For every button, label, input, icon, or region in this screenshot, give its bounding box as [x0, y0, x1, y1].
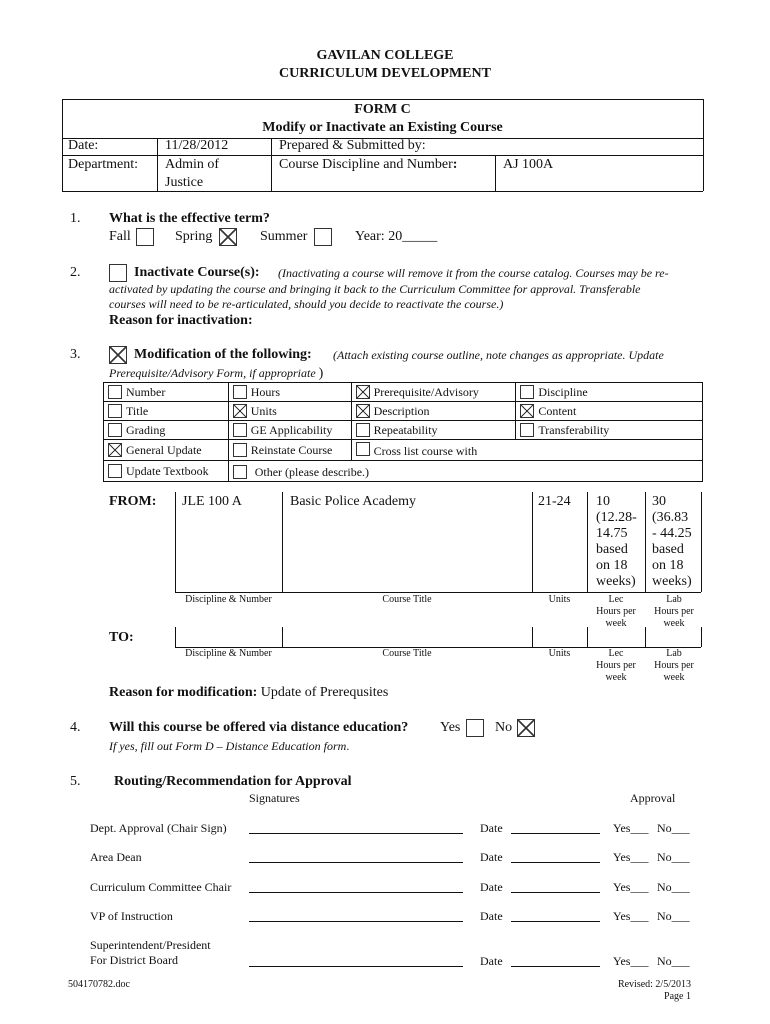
form-subtitle: Modify or Inactivate an Existing Course	[262, 120, 503, 135]
from-caption-lec: Lec Hours per week	[596, 594, 636, 629]
form-name: FORM C	[354, 102, 411, 117]
general-update-checkbox[interactable]	[108, 443, 122, 457]
department-label: Department:	[68, 157, 138, 172]
from-label: FROM:	[109, 494, 157, 509]
inactivate-checkbox[interactable]	[109, 264, 127, 282]
date-label-president: Date	[480, 954, 503, 968]
department-value-2[interactable]: Justice	[165, 175, 204, 190]
from-discipline[interactable]: JLE 100 A	[182, 494, 242, 509]
no-option-president[interactable]: No___	[657, 954, 690, 968]
other-checkbox[interactable]	[233, 465, 247, 479]
discipline-checkbox[interactable]	[520, 385, 534, 399]
modification-checkbox[interactable]	[109, 346, 127, 364]
transferability-option-label: Transferability	[538, 423, 610, 437]
approval-heading: Approval	[630, 791, 676, 805]
date-line-dean[interactable]	[511, 862, 600, 863]
fall-checkbox[interactable]	[136, 228, 154, 246]
q4-number: 4.	[70, 720, 81, 735]
date-label-committee: Date	[480, 880, 503, 894]
yes-option-vp[interactable]: Yes___	[613, 909, 649, 923]
inactivate-note-2: activated by updating the course and bringing it back to the Curriculum Committee for approval. Transferable	[109, 282, 641, 296]
course-value[interactable]: AJ 100A	[503, 157, 554, 172]
other-option-label: Other (please describe.)	[254, 465, 370, 479]
distance-no-checkbox[interactable]	[517, 719, 535, 737]
date-line-dept[interactable]	[511, 833, 600, 834]
signature-line-president[interactable]	[249, 966, 463, 967]
discipline-option-label: Discipline	[538, 385, 588, 399]
footer-revised: Revised: 2/5/2013	[617, 979, 691, 990]
date-label: Date:	[68, 138, 99, 153]
from-caption-lab: Lab Hours per week	[654, 594, 694, 629]
reinstate-option-label: Reinstate Course	[250, 443, 333, 457]
signature-line-vp[interactable]	[249, 921, 463, 922]
modification-reason: Reason for modification: Update of Prerequsites	[109, 685, 389, 700]
description-checkbox[interactable]	[356, 404, 370, 418]
routing-label-president: Superintendent/President For District Board	[90, 938, 211, 967]
hours-checkbox[interactable]	[233, 385, 247, 399]
to-caption-lec: Lec Hours per week	[596, 648, 636, 683]
yes-option-committee[interactable]: Yes___	[613, 880, 649, 894]
date-label-vp: Date	[480, 909, 503, 923]
to-caption-title: Course Title	[382, 648, 432, 659]
ge-applicability-checkbox[interactable]	[233, 423, 247, 437]
modification-title: Modification of the following:	[134, 347, 312, 362]
number-checkbox[interactable]	[108, 385, 122, 399]
no-option-committee[interactable]: No___	[657, 880, 690, 894]
routing-title: Routing/Recommendation for Approval	[114, 774, 352, 789]
yes-option-dean[interactable]: Yes___	[613, 850, 649, 864]
q1-number: 1.	[70, 211, 81, 226]
cross-list-checkbox[interactable]	[356, 442, 370, 456]
from-title[interactable]: Basic Police Academy	[290, 494, 416, 509]
to-label: TO:	[109, 630, 134, 645]
yes-option-dept[interactable]: Yes___	[613, 821, 649, 835]
signature-line-dean[interactable]	[249, 862, 463, 863]
signatures-heading: Signatures	[249, 791, 300, 805]
date-line-committee[interactable]	[511, 892, 600, 893]
hours-option-label: Hours	[250, 385, 281, 399]
signature-line-dept[interactable]	[249, 833, 463, 834]
department-value-1[interactable]: Admin of	[165, 157, 220, 172]
department-heading: CURRICULUM DEVELOPMENT	[279, 66, 491, 81]
reinstate-checkbox[interactable]	[233, 443, 247, 457]
repeatability-option-label: Repeatability	[373, 423, 438, 437]
year-field[interactable]: Year: 20_____	[355, 229, 438, 244]
number-option-label: Number	[126, 385, 166, 399]
inactivate-note-1: (Inactivating a course will remove it from the course catalog. Courses may be re-	[278, 266, 669, 280]
content-option-label: Content	[538, 404, 577, 418]
to-caption-lab: Lab Hours per week	[654, 648, 694, 683]
college-name: GAVILAN COLLEGE	[316, 48, 454, 63]
transferability-checkbox[interactable]	[520, 423, 534, 437]
general-update-option-label: General Update	[126, 443, 202, 457]
fall-label: Fall	[109, 229, 131, 244]
inactivation-reason-label: Reason for inactivation:	[109, 313, 253, 328]
grading-checkbox[interactable]	[108, 423, 122, 437]
date-line-vp[interactable]	[511, 921, 600, 922]
modification-grid	[103, 382, 703, 482]
from-lab-hours[interactable]: 30 (36.83 - 44.25 based on 18 weeks)	[652, 494, 692, 589]
routing-label-committee: Curriculum Committee Chair	[90, 880, 232, 894]
repeatability-checkbox[interactable]	[356, 423, 370, 437]
update-textbook-checkbox[interactable]	[108, 464, 122, 478]
update-textbook-option-label: Update Textbook	[126, 464, 209, 478]
routing-label-vp: VP of Instruction	[90, 909, 173, 923]
prerequisite-checkbox[interactable]	[356, 385, 370, 399]
date-value[interactable]: 11/28/2012	[165, 138, 229, 153]
footer-page: Page 1	[664, 991, 691, 1002]
spring-label: Spring	[175, 229, 213, 244]
course-label: Course Discipline and Number:	[279, 157, 458, 172]
summer-checkbox[interactable]	[314, 228, 332, 246]
from-caption-units: Units	[548, 594, 571, 605]
grading-option-label: Grading	[126, 423, 166, 437]
modification-note-1: (Attach existing course outline, note changes as appropriate. Update	[333, 348, 664, 362]
no-label: No	[495, 720, 513, 735]
routing-label-dept: Dept. Approval (Chair Sign)	[90, 821, 227, 835]
spring-checkbox[interactable]	[219, 228, 237, 246]
title-option-label: Title	[126, 404, 149, 418]
from-caption-title: Course Title	[382, 594, 432, 605]
modification-reason-value[interactable]: Update of Prerequsites	[260, 685, 389, 700]
prepared-by-label: Prepared & Submitted by:	[279, 138, 426, 153]
from-lec-hours[interactable]: 10 (12.28- 14.75 based on 18 weeks)	[596, 494, 637, 589]
signature-line-committee[interactable]	[249, 892, 463, 893]
q3-number: 3.	[70, 347, 81, 362]
date-label-dean: Date	[480, 850, 503, 864]
description-option-label: Description	[373, 404, 430, 418]
date-line-president[interactable]	[511, 966, 600, 967]
title-checkbox[interactable]	[108, 404, 122, 418]
cross-list-option-label: Cross list course with	[373, 444, 478, 458]
summer-label: Summer	[260, 229, 308, 244]
no-option-dean[interactable]: No___	[657, 850, 690, 864]
distance-note: If yes, fill out Form D – Distance Education form.	[109, 739, 350, 753]
routing-label-dean: Area Dean	[90, 850, 142, 864]
ge-applicability-option-label: GE Applicability	[250, 423, 333, 437]
content-checkbox[interactable]	[520, 404, 534, 418]
no-option-dept[interactable]: No___	[657, 821, 690, 835]
units-checkbox[interactable]	[233, 404, 247, 418]
to-caption-discipline: Discipline & Number	[185, 648, 272, 659]
from-caption-discipline: Discipline & Number	[185, 594, 272, 605]
to-caption-units: Units	[548, 648, 571, 659]
inactivate-note-3: courses will need to be re-articulated, should you decide to reactivate the course.)	[109, 297, 504, 311]
prerequisite-option-label: Prerequisite/Advisory	[373, 385, 479, 399]
distance-yes-checkbox[interactable]	[466, 719, 484, 737]
no-option-vp[interactable]: No___	[657, 909, 690, 923]
q1-question: What is the effective term?	[109, 211, 270, 226]
yes-option-president[interactable]: Yes___	[613, 954, 649, 968]
yes-label: Yes	[440, 720, 461, 735]
date-label-dept: Date	[480, 821, 503, 835]
footer-filename: 504170782.doc	[68, 979, 130, 990]
q4-question: Will this course be offered via distance education?	[109, 720, 409, 735]
q2-number: 2.	[70, 265, 81, 280]
from-units[interactable]: 21-24	[538, 494, 571, 509]
inactivate-title: Inactivate Course(s):	[134, 265, 260, 280]
q5-number: 5.	[70, 774, 81, 789]
units-option-label: Units	[250, 404, 277, 418]
modification-note-2: Prerequisite/Advisory Form, if appropriate )	[109, 366, 324, 381]
